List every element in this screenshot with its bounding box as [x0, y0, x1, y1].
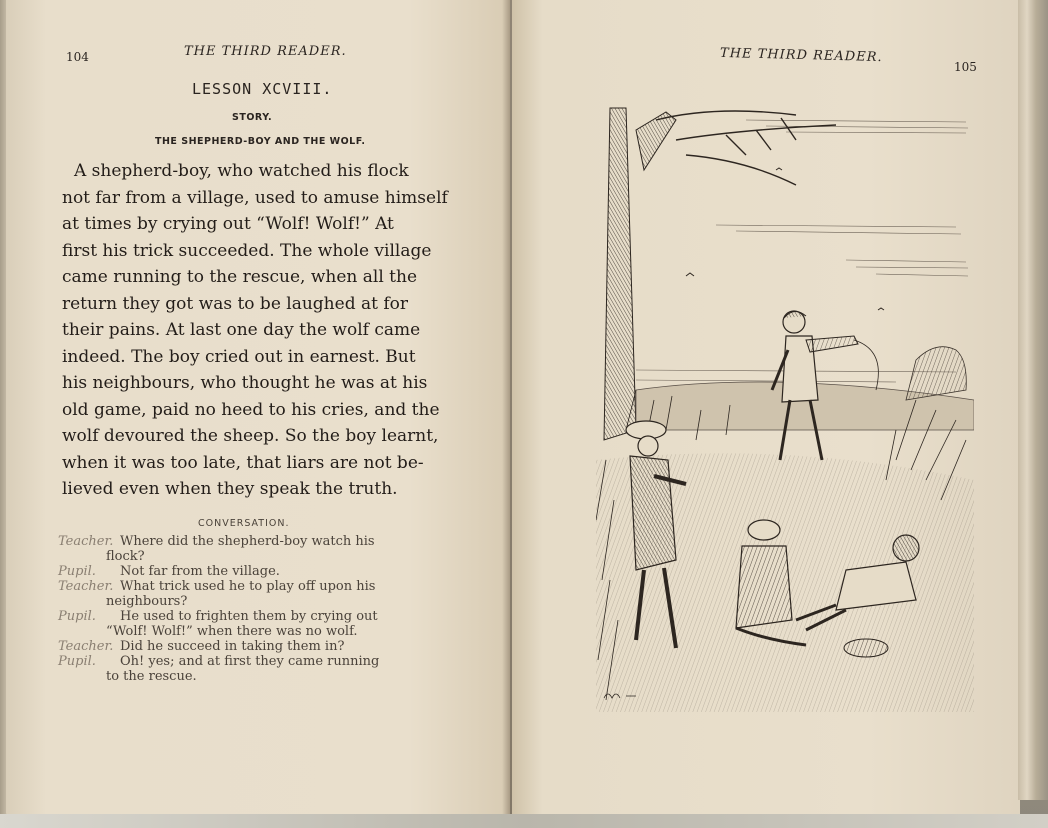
speaker-label: Teacher.: [58, 579, 114, 594]
story-title: THE SHEPHERD-BOY AND THE WOLF.: [155, 136, 366, 147]
story-line: return they got was to be laughed at for: [62, 293, 409, 314]
speaker-label: Pupil.: [58, 609, 96, 624]
dialogue-continuation: flock?: [106, 549, 145, 564]
conversation-entry: [58, 579, 379, 594]
story-line: A shepherd-boy, who watched his flock: [74, 161, 409, 181]
conversation-entry: [58, 564, 379, 579]
conversation-heading: CONVERSATION.: [198, 518, 290, 529]
story-line: not far from a village, used to amuse himself: [62, 187, 448, 208]
right-page-number: 105: [954, 60, 977, 74]
dialogue-text: What trick used he to play off upon his: [120, 579, 376, 594]
dialogue-continuation: neighbours?: [106, 594, 188, 609]
right-running-head: THE THIRD READER.: [719, 45, 883, 66]
story-body: [62, 158, 448, 503]
lesson-title: LESSON XCVIII.: [192, 80, 333, 98]
speaker-label: Pupil.: [58, 654, 96, 669]
story-line: came running to the rescue, when all the: [62, 267, 418, 287]
dialogue-text: Not far from the village.: [120, 564, 280, 579]
dialogue-continuation: to the rescue.: [106, 669, 197, 684]
tree-trunk: [604, 108, 636, 440]
tree-trunk-fork: [636, 112, 676, 170]
dialogue-text: Did he succeed in taking them in?: [120, 639, 345, 654]
conversation-entry: [58, 534, 379, 549]
table-surface: [0, 814, 1048, 828]
conversation: [58, 534, 379, 684]
speaker-label: Teacher.: [58, 534, 114, 549]
dialogue-text: Where did the shepherd-boy watch his: [120, 534, 375, 549]
left-page-number: 104: [66, 50, 89, 64]
story-line: their pains. At last one day the wolf came: [62, 320, 421, 340]
story-line: his neighbours, who thought he was at his: [62, 373, 428, 393]
story-line: lieved even when they speak the truth.: [62, 479, 398, 499]
story-line: first his trick succeeded. The whole village: [62, 240, 432, 261]
story-line: indeed. The boy cried out in earnest. But: [62, 346, 416, 367]
conversation-entry: [58, 654, 379, 669]
birds: [686, 168, 884, 310]
left-running-head: THE THIRD READER.: [184, 44, 347, 59]
story-line: old game, paid no heed to his cries, and the: [62, 399, 440, 420]
speaker-label: Pupil.: [58, 564, 96, 579]
dialogue-text: Oh! yes; and at first they came running: [120, 654, 380, 669]
story-line: wolf devoured the sheep. So the boy learnt,: [62, 426, 439, 446]
shepherd-boy-illustration: [596, 100, 974, 712]
section-label: STORY.: [232, 112, 273, 123]
book-edge-right: [1018, 0, 1048, 800]
tree-branches: [656, 111, 836, 185]
story-line: when it was too late, that liars are not be-: [62, 452, 424, 473]
conversation-entry: [58, 639, 379, 654]
speaker-label: Teacher.: [58, 639, 114, 654]
story-line: at times by crying out “Wolf! Wolf!” At: [62, 214, 394, 234]
distant-trees: [906, 347, 966, 400]
conversation-entry: [58, 609, 379, 624]
dialogue-continuation: “Wolf! Wolf!” when there was no wolf.: [106, 624, 358, 639]
dialogue-text: He used to frighten them by crying out: [120, 609, 378, 624]
